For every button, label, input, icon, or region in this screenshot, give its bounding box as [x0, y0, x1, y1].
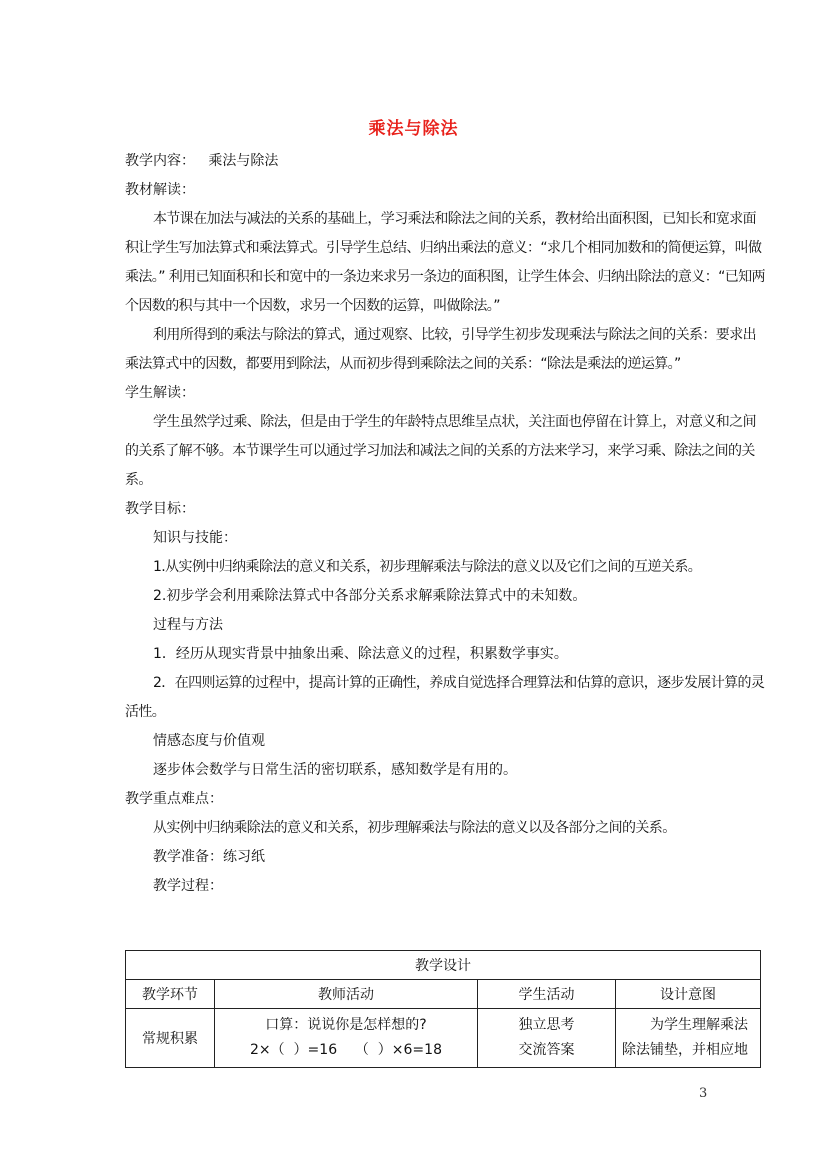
textbook-paragraph-1: 本节课在加法与减法的关系的基础上，学习乘法和除法之间的关系，教材给出面积图，已知长和宽求面积让学生写加法算式和乘法算式。引导学生总结、归纳出乘法的意义：“求几个相同加数和的简便运算，叫做乘法。” 利用已知面积和长和宽中的一条边来求另一条边的面积图，让学生体会、归纳出除法的意义：“已知两个因数的积与其中一个因数，求另一个因数的运算，叫做除法。” — [125, 211, 765, 314]
goal-process-title: 过程与方法 — [153, 617, 223, 633]
student-heading: 学生解读： — [125, 385, 195, 401]
table-row — [126, 1009, 761, 1068]
goal-knowledge-title: 知识与技能： — [153, 530, 237, 546]
goal-knowledge-item-2: 2.初步学会利用乘除法算式中各部分关系求解乘除法算式中的未知数。 — [153, 588, 587, 604]
row-design-intent — [616, 1009, 761, 1068]
table-caption: 教学设计 — [126, 951, 761, 980]
goal-emotion-item-1: 逐步体会数学与日常生活的密切联系，感知数学是有用的。 — [153, 762, 517, 778]
student-activity-line-1: 独立思考 — [518, 1017, 575, 1033]
header-stage: 教学环节 — [126, 980, 215, 1009]
process-line: 教学过程： — [153, 878, 223, 894]
preparation-line: 教学准备：练习纸 — [153, 849, 265, 865]
goals-heading: 教学目标： — [125, 501, 195, 517]
goal-emotion-title: 情感态度与价值观 — [153, 733, 265, 749]
document-title: 乘法与除法 — [368, 119, 459, 139]
goal-process-item-2: 2．在四则运算的过程中，提高计算的正确性，养成自觉选择合理算法和估算的意识，逐步发展计算的灵活性。 — [125, 675, 765, 720]
page-number: 3 — [699, 1086, 708, 1101]
key-points-text: 从实例中归纳乘除法的意义和关系，初步理解乘法与除法的意义以及各部分之间的关系。 — [153, 820, 676, 836]
header-student: 学生活动 — [478, 980, 616, 1009]
goal-process-item-1: 1．经历从现实背景中抽象出乘、除法意义的过程，积累数学事实。 — [153, 646, 568, 662]
teacher-activity-line-2: 2×（ ）=16 （ ）×6=18 — [250, 1042, 442, 1058]
teaching-content-line: 教学内容： 乘法与除法 — [125, 153, 279, 169]
document-body — [125, 147, 765, 901]
row-teacher-activity — [215, 1009, 478, 1068]
teacher-activity-line-1: 口算：说说你是怎样想的? — [265, 1017, 427, 1033]
row-stage: 常规积累 — [126, 1009, 215, 1068]
header-teacher: 教师活动 — [215, 980, 478, 1009]
key-points-heading: 教学重点难点： — [125, 791, 223, 807]
design-intent-line-1: 为学生理解乘法 — [650, 1017, 748, 1033]
goal-knowledge-item-1: 1.从实例中归纳乘除法的意义和关系，初步理解乘法与除法的意义以及它们之间的互逆关系。 — [153, 559, 702, 575]
table-caption-row — [126, 951, 761, 980]
textbook-heading: 教材解读： — [125, 182, 195, 198]
textbook-paragraph-2: 利用所得到的乘法与除法的算式，通过观察、比较，引导学生初步发现乘法与除法之间的关系：要求出乘法算式中的因数，都要用到除法，从而初步得到乘除法之间的关系：“除法是乘法的逆运算。” — [125, 327, 756, 372]
table-header-row — [126, 980, 761, 1009]
student-activity-line-2: 交流答案 — [518, 1042, 575, 1058]
header-intent: 设计意图 — [616, 980, 761, 1009]
row-student-activity — [478, 1009, 616, 1068]
teaching-design-table — [125, 950, 761, 1068]
student-paragraph: 学生虽然学过乘、除法，但是由于学生的年龄特点思维呈点状，关注面也停留在计算上，对意义和之间的关系了解不够。本节课学生可以通过学习加法和减法之间的关系的方法来学习，来学习乘、除法之间的关系。 — [125, 414, 756, 488]
design-intent-line-2: 除法铺垫，并相应地 — [622, 1042, 748, 1058]
